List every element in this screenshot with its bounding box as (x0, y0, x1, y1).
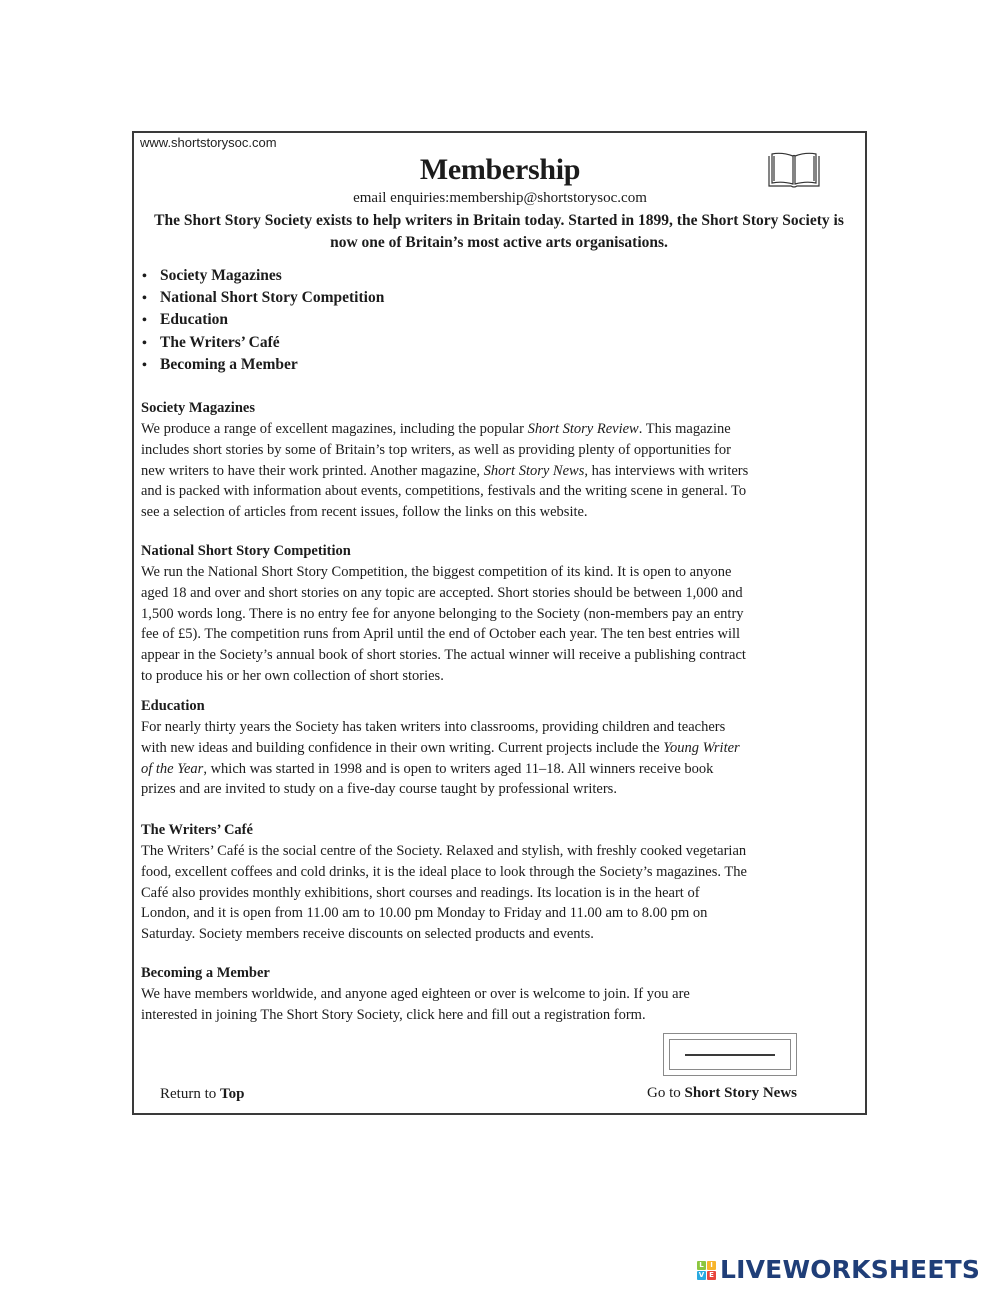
body-line: Café also provides monthly exhibitions, short courses and readings. Its location is in the heart of (141, 884, 700, 901)
email-enquiries: email enquiries:membership@shortstorysoc.com (353, 190, 647, 206)
project-title: of the Year (141, 760, 204, 777)
body-line: fee of £5). The competition runs from April until the end of October each year. The ten best entries will (141, 626, 741, 643)
toc-item-cafe[interactable] (142, 332, 384, 354)
body-line: We run the National Short Story Competition, the biggest competition of its kind. It is open to anyone (141, 564, 732, 580)
section-member (141, 963, 861, 1026)
body-line: see a selection of articles from recent issues, follow the links on this website. (141, 504, 588, 521)
section-body (141, 562, 861, 687)
body-line: aged 18 and over and short stories on any topic are accepted. Short stories should be between 1,000 and (141, 584, 743, 601)
open-book-icon (766, 150, 822, 190)
short-story-news-button[interactable] (663, 1033, 797, 1076)
section-body (141, 984, 861, 1026)
go-to-short-story-news-link[interactable]: Go to Short Story News (647, 1085, 797, 1101)
body-line: interested in joining The Short Story Society, click here and fill out a registration form. (141, 1006, 646, 1023)
toc-item-member[interactable] (142, 354, 384, 376)
section-heading: Becoming a Member (141, 965, 270, 981)
body-line: food, excellent coffees and cold drinks, it is the ideal place to look through the Society’s magazines. The (141, 863, 747, 880)
body-line: The Writers’ Café is the social centre of the Society. Relaxed and stylish, with freshly cooked vegetarian (141, 843, 747, 859)
body-line: with new ideas and building confidence in their own writing. Current projects include the Young Writer (141, 739, 740, 756)
section-cafe (141, 820, 861, 945)
toc-item-label: The Writers’ Café (160, 333, 280, 351)
section-heading: The Writers’ Café (141, 822, 253, 838)
liveworksheets-logo (697, 1255, 980, 1285)
toc-item-label: Becoming a Member (160, 355, 298, 373)
body-line: Saturday. Society members receive discounts on selected products and events. (141, 926, 594, 943)
body-line: We produce a range of excellent magazines, including the popular Short Story Review. This magazine (141, 421, 731, 437)
live-blocks-icon: L I V E (697, 1261, 716, 1280)
body-line: appear in the Society’s annual book of short stories. The actual winner will receive a publishing contract (141, 647, 746, 664)
section-heading: Society Magazines (141, 400, 255, 416)
body-line: new writers to have their work printed. Another magazine, Short Story News, has interviews with writers (141, 462, 749, 479)
toc-item-label: Society Magazines (160, 267, 282, 284)
page-title: Membership (419, 153, 581, 186)
bullet-icon: • (142, 313, 147, 329)
section-competition (141, 541, 861, 687)
toc-item-magazines[interactable] (142, 265, 384, 287)
section-heading: National Short Story Competition (141, 543, 351, 559)
toc-item-label: National Short Story Competition (160, 289, 385, 307)
bullet-icon: • (142, 269, 147, 284)
return-to-top-link[interactable]: Return to Top (160, 1086, 245, 1102)
toc-item-label: Education (160, 311, 229, 329)
table-of-contents (142, 265, 384, 376)
body-line: of the Year, which was started in 1998 and is open to writers aged 11–18. All winners receive book (141, 760, 714, 777)
bullet-icon: • (142, 357, 147, 373)
body-line: We have members worldwide, and anyone aged eighteen or over is welcome to join. If you are (141, 986, 690, 1002)
body-line: to produce his or her own collection of short stories. (141, 667, 444, 684)
toc-item-competition[interactable] (142, 287, 384, 309)
logo-text: LIVEWORKSHEETS (720, 1255, 981, 1284)
body-line: 1,500 words long. There is no entry fee for anyone belonging to the Society (non-members pay an entry (141, 605, 744, 622)
magazine-title: Short Story Review (527, 421, 639, 437)
body-line: includes short stories by some of Britain’s top writers, as well as providing plenty of opportunities for (141, 441, 731, 458)
intro-text: The Short Story Society exists to help writers in Britain today. Started in 1899, the Short Story Society is now one of Britain’s most active arts organisations. (154, 212, 844, 251)
section-body (141, 841, 861, 945)
magazine-title: Short Story News (483, 462, 585, 479)
section-magazines (141, 398, 861, 523)
section-body (141, 717, 861, 800)
body-line: London, and it is open from 11.00 am to 10.00 pm Monday to Friday and 11.00 am to 8.00 pm on (141, 905, 708, 922)
section-body (141, 419, 861, 523)
body-line: For nearly thirty years the Society has taken writers into classrooms, providing children and teachers (141, 719, 726, 735)
bullet-icon: • (142, 291, 147, 307)
section-education (141, 696, 861, 800)
site-url: www.shortstorysoc.com (140, 135, 277, 150)
body-line: and is packed with information about events, competitions, festivals and the writing scene in general. To (141, 483, 747, 500)
body-line: prizes and are invited to study on a five-day course taught by professional writers. (141, 781, 617, 798)
bevel-button-dash-icon (685, 1054, 775, 1056)
bullet-icon: • (142, 335, 147, 351)
toc-item-education[interactable] (142, 309, 384, 331)
project-title: Young Writer (663, 739, 740, 756)
section-heading: Education (141, 698, 205, 714)
